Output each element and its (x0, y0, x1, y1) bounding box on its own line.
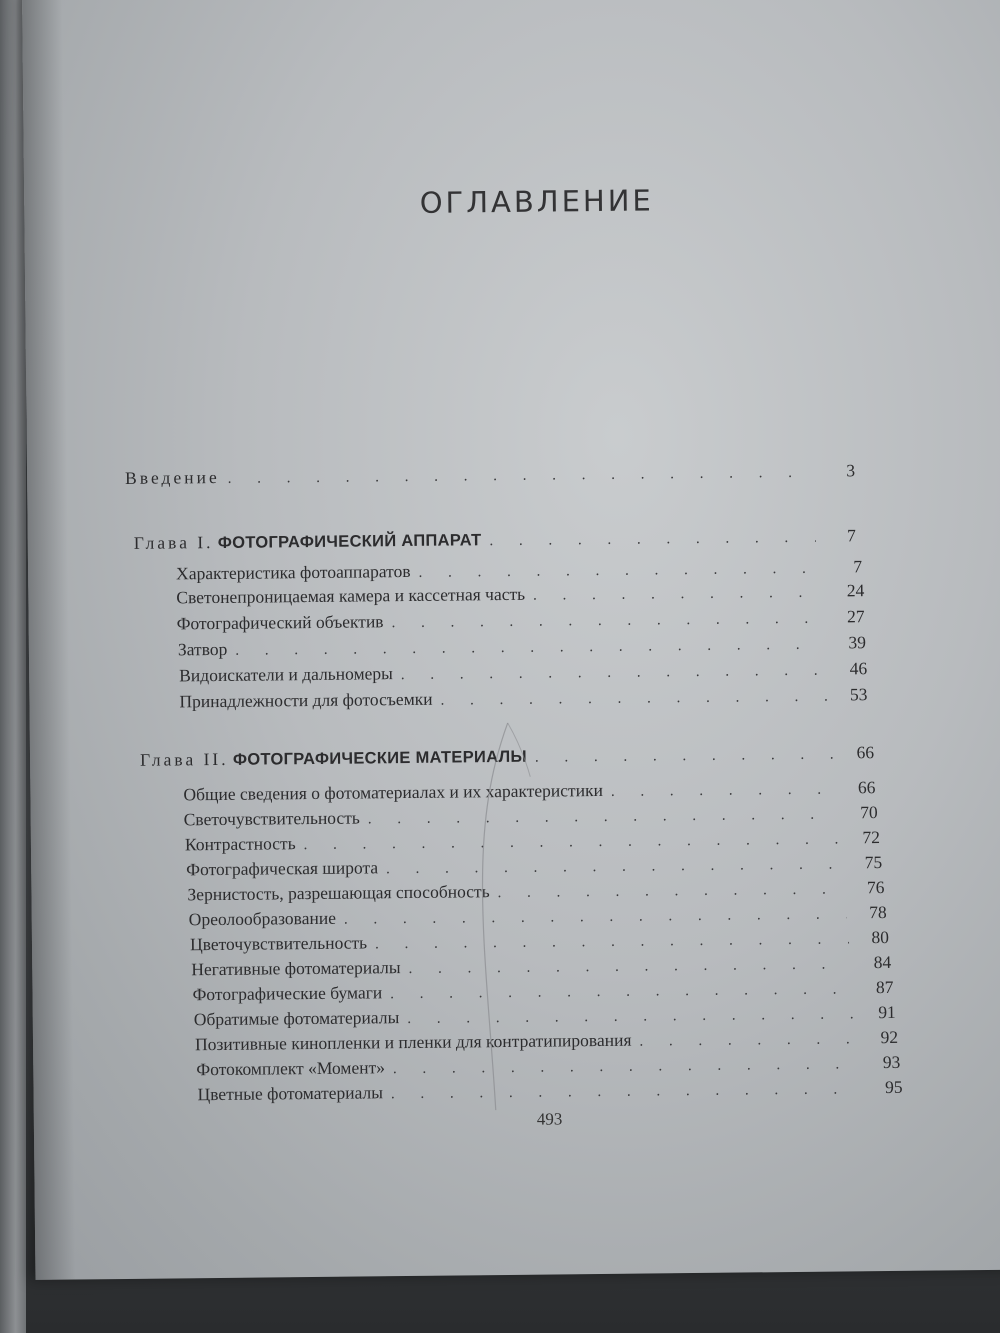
leader-dots (611, 779, 836, 803)
toc-item-page: 39 (848, 632, 866, 653)
toc-item-label: Светонепроницаемая камера и кассетная часть (176, 583, 526, 608)
toc-item-label: Зернистость, разрешающая способность (187, 881, 490, 905)
toc-item-page: 92 (880, 1026, 899, 1048)
leader-dots (489, 527, 816, 552)
toc-item-page: 46 (849, 658, 868, 679)
leader-dots (409, 953, 852, 980)
leader-dots (391, 608, 824, 635)
toc-item-label: Светочувствительность (183, 807, 360, 830)
leader-dots (533, 582, 824, 607)
leader-dots (440, 686, 827, 712)
toc-item-page: 80 (871, 926, 890, 948)
toc-item-page: 93 (882, 1051, 901, 1073)
chapter-heading (134, 528, 482, 555)
toc-item-page: 75 (864, 852, 883, 873)
table-of-contents (22, 0, 1000, 1280)
toc-item-page: 66 (857, 777, 876, 798)
toc-item (179, 683, 867, 714)
toc-item-label: Фотографический объектив (176, 611, 384, 634)
page-number: 493 (536, 1109, 563, 1129)
toc-item-page: 53 (849, 684, 868, 705)
toc-item-label: Негативные фотоматериалы (191, 957, 401, 980)
toc-entry-page: 3 (846, 460, 856, 481)
leader-dots (401, 660, 828, 686)
toc-item-label: Фотографические бумаги (192, 982, 383, 1005)
toc-item-page: 87 (875, 976, 894, 998)
toc-chapter-2 (140, 741, 874, 773)
toc-item-label: Цветные фотоматериалы (197, 1082, 384, 1105)
leader-dots (639, 1028, 858, 1052)
chapter-title: ФОТОГРАФИЧЕСКИЕ МАТЕРИАЛЫ (232, 747, 527, 769)
toc-item-page: 27 (847, 606, 865, 627)
toc-chapter-1 (134, 524, 856, 556)
chapter-prefix: Глава I. (133, 532, 214, 553)
toc-item-label: Принадлежности для фотосъемки (179, 688, 433, 712)
chapter-prefix: Глава II. (139, 748, 229, 770)
toc-item-label: Контрастность (184, 833, 296, 855)
toc-item-label: Цветочувствительность (189, 932, 368, 955)
toc-item-label: Видоискатели и дальномеры (179, 663, 393, 686)
toc-entry-label: Введение (125, 466, 220, 488)
toc-item-label: Обратимые фотоматериалы (193, 1007, 400, 1030)
chapter-title: ФОТОГРАФИЧЕСКИЙ АППАРАТ (217, 531, 482, 552)
leader-dots (391, 1078, 863, 1105)
toc-item-page: 91 (878, 1001, 896, 1023)
book-page (22, 0, 1000, 1280)
toc-item-page: 78 (869, 901, 887, 923)
leader-dots (407, 1003, 856, 1030)
toc-item-label: Общие сведения о фотоматериалах и их характеристики (183, 779, 603, 805)
chapter-page: 66 (856, 742, 875, 763)
leader-dots (228, 462, 816, 490)
toc-item-page: 7 (853, 556, 863, 577)
chapter-heading (140, 745, 527, 772)
toc-item-label: Затвор (177, 638, 228, 660)
toc-item-page: 70 (860, 802, 878, 823)
toc-item-page: 24 (846, 580, 865, 601)
chapter-page: 7 (846, 525, 856, 546)
toc-item-page: 95 (884, 1076, 903, 1098)
toc-entry-intro (125, 459, 855, 491)
toc-item-label: Фотографическая широта (186, 857, 379, 880)
toc-item-page: 84 (873, 951, 892, 973)
book-spine-edge (0, 0, 26, 1333)
toc-item-label: Характеристика фотоаппаратов (176, 560, 411, 584)
page-heading: ОГЛАВЛЕНИЕ (419, 183, 654, 220)
toc-item-page: 76 (866, 877, 885, 898)
toc-item-label: Фотокомплект «Момент» (196, 1057, 386, 1080)
leader-dots (498, 878, 845, 904)
toc-item-label: Ореолообразование (188, 907, 337, 930)
toc-item-label: Позитивные кинопленки и пленки для контратипирования (194, 1029, 632, 1055)
leader-dots (535, 744, 834, 769)
toc-item-page: 72 (862, 827, 881, 848)
